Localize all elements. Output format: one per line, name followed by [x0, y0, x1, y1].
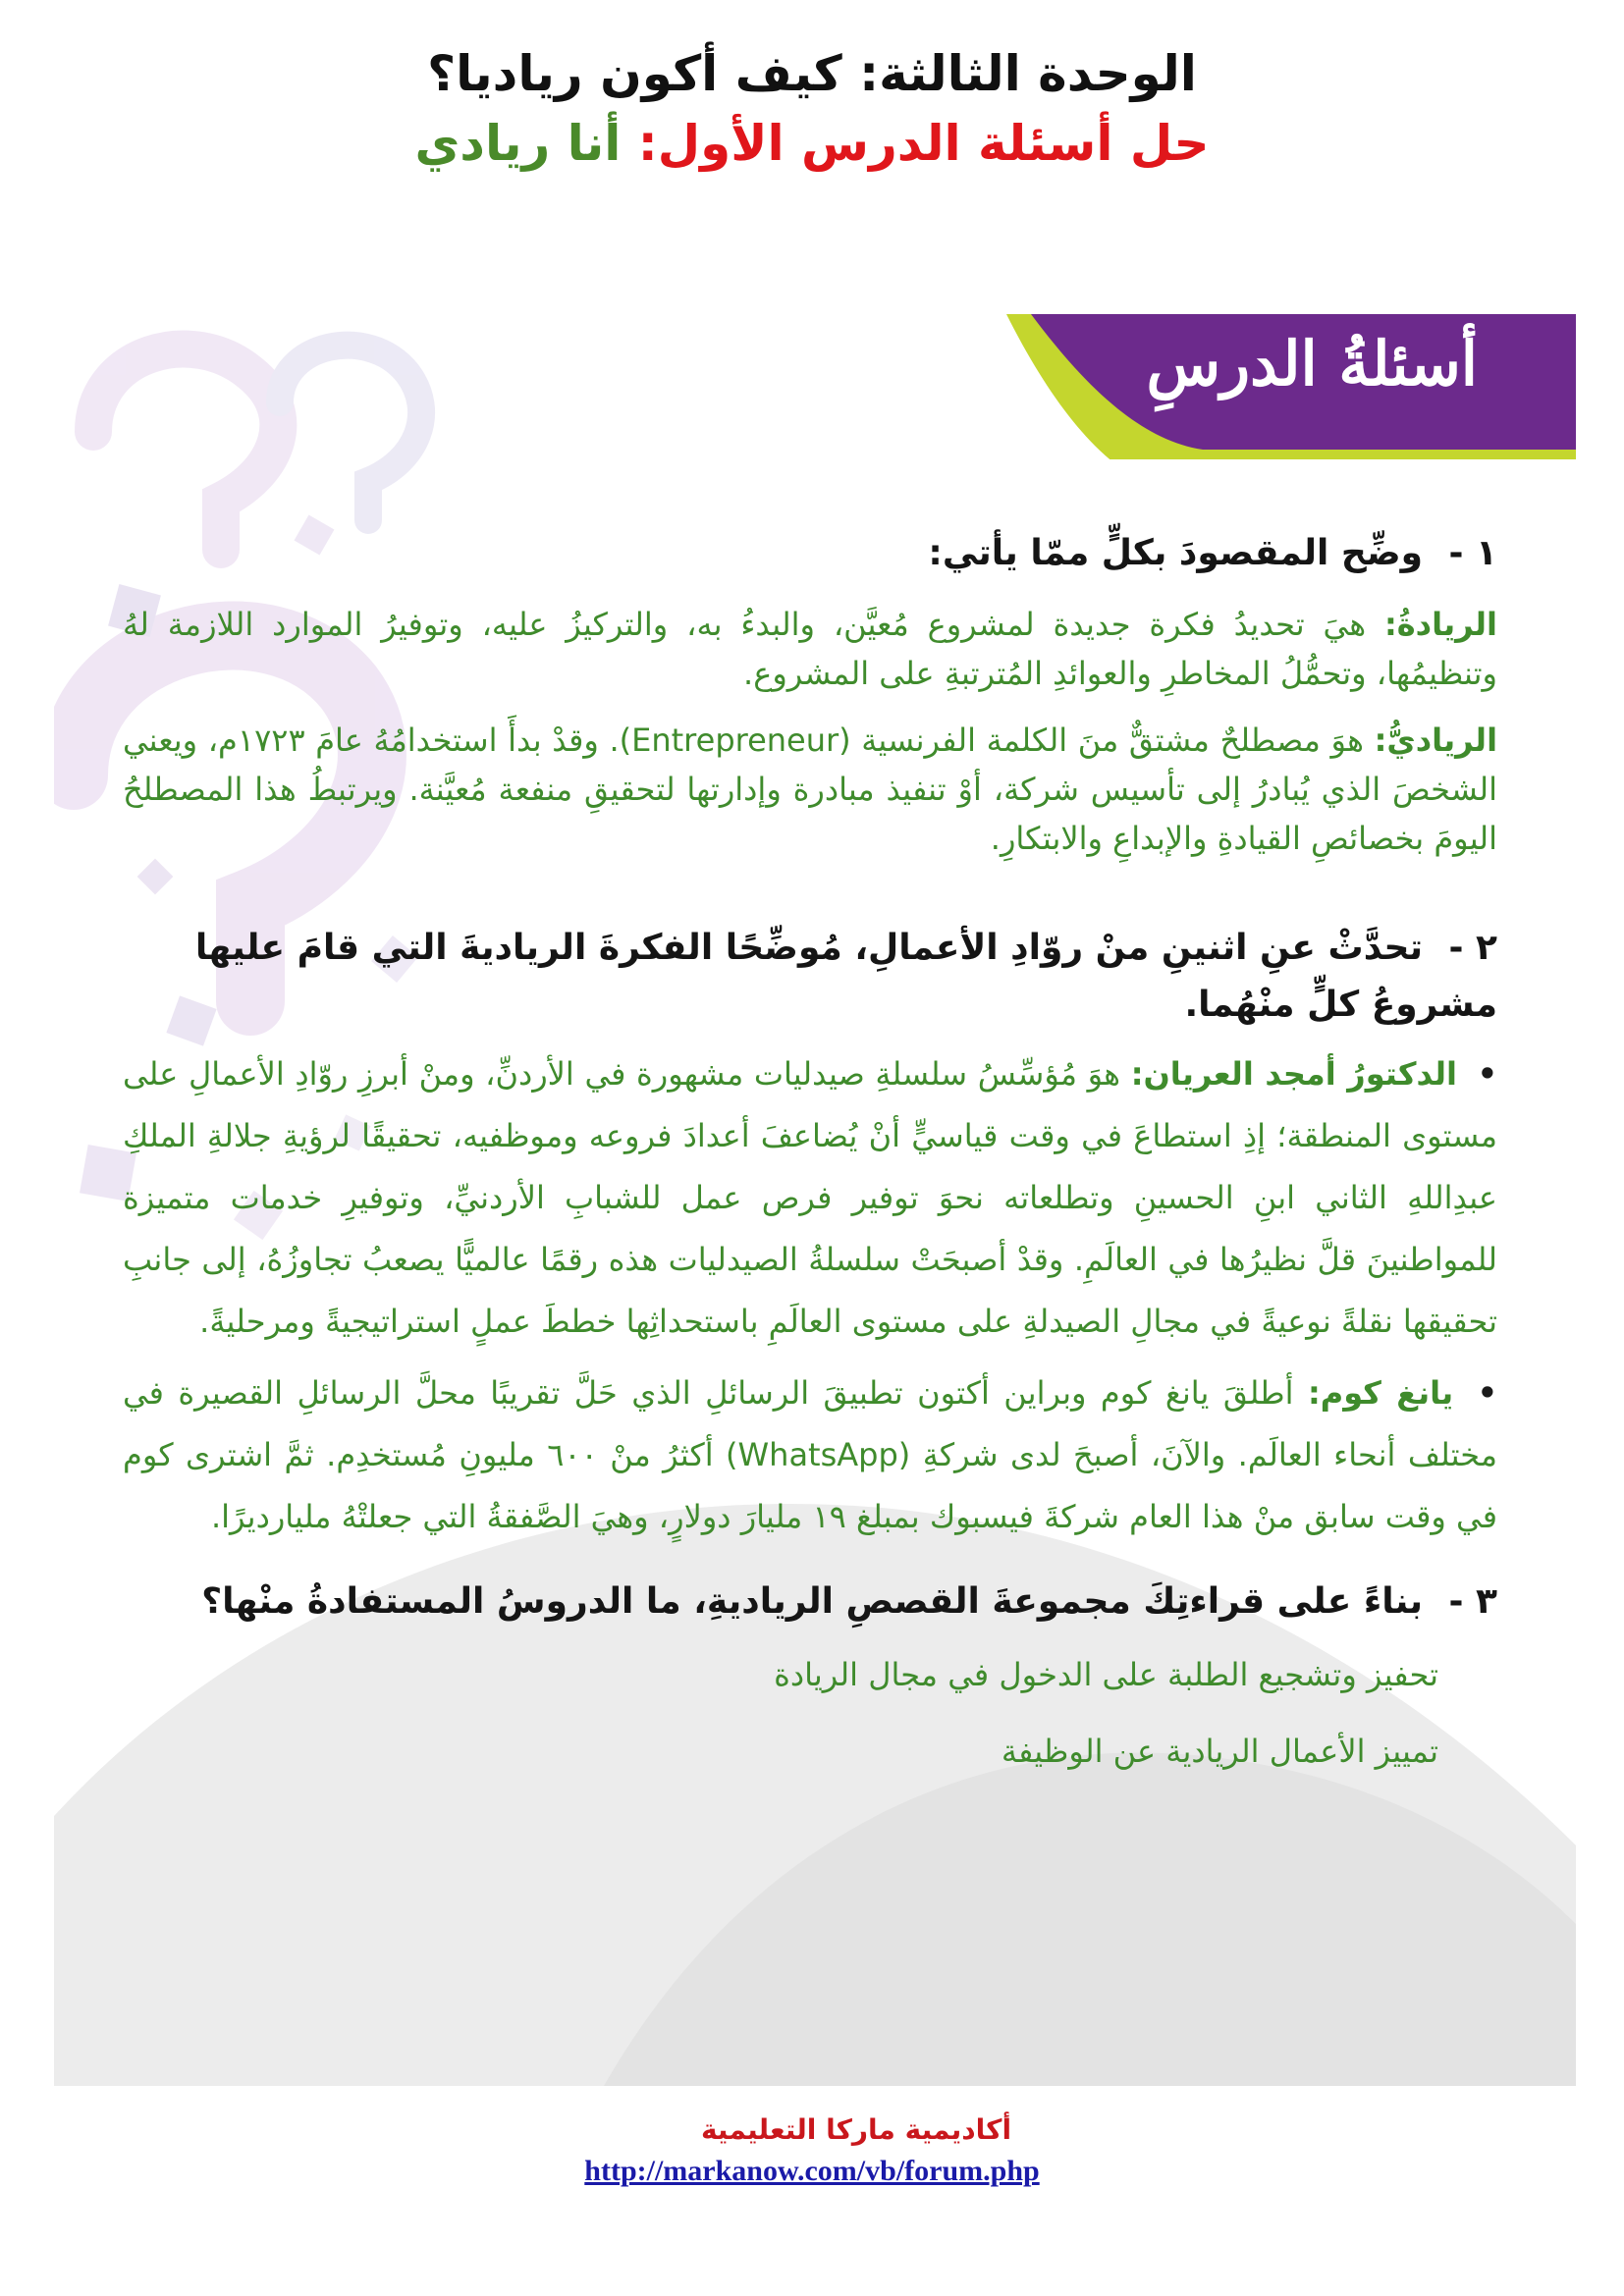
answer-entrepreneur [123, 716, 1497, 863]
lesson-name: أنا ريادي [414, 115, 622, 172]
answer-text: هوَ مُؤسِّسُ سلسلةِ صيدليات مشهورة في الأردنِّ، ومنْ أبرزِ روّادِ الأعمالِ على مستوى المنطقة؛ إذِ استطاعَ في وقت قياسيٍّ أنْ يُضاعفَ أعدادَ فروعه وموظفيه، تحقيقًا لرؤيةِ جلالةِ الملكِ عبدِاللهِ الثاني ابنِ الحسينِ وتطلعاته نحوَ توفير فرص عمل للشبابِ الأردنيِّ، وتوفيرِ خدمات متميزة للمواطنينَ قلَّ نظيرُها في العالَمِ. وقدْ أصبحَتْ سلسلةُ الصيدليات هذه رقمًا عالميًّا يصعبُ تجاوزُهُ، إلى جانبِ تحقيقها نقلةً نوعيةً في مجالِ الصيدلةِ على مستوى العالَمِ باستحداثِها خططَ عملٍ استراتيجيةً ومرحليةً. [123, 1055, 1497, 1340]
answer-lessons-learned [123, 1636, 1497, 1789]
bullet-icon: • [1477, 1374, 1498, 1412]
answer-text: هوَ مصطلحٌ مشتقٌّ منَ الكلمة الفرنسية (Entrepreneur). وقدْ بدأَ استخدامُهُ عامَ ١٧٢٣م، ويعني الشخصَ الذي يُبادرُ إلى تأسيس شركة، أوْ تنفيذ مبادرة وإدارتها لتحقيقِ منفعة مُعيَّنة. ويرتبطُ هذا المصطلحُ اليومَ بخصائصِ القيادةِ والإبداعِ والابتكارِ. [123, 721, 1497, 857]
answer-line: تحفيز وتشجيع الطلبة على الدخول في مجال الريادة [774, 1656, 1438, 1693]
answer-text: أطلقَ يانغ كوم وبراين أكتون تطبيقَ الرسائلِ الذي حَلَّ تقريبًا محلَّ الرسائلِ القصيرة في مختلف أنحاء العالَم. والآنَ، أصبحَ لدى شركةِ (WhatsApp) أكثرُ منْ ٦٠٠ مليونِ مُستخدِم. ثمَّ اشترى كوم في وقت سابق منْ هذا العام شركةَ فيسبوك بمبلغ ١٩ مليارَ دولارٍ، وهيَ الصَّفقةُ التي جعلتْهُ مليارديرًا. [123, 1374, 1498, 1535]
answer-jan-koum [123, 1362, 1497, 1548]
footer-organization: أكاديمية ماركا التعليمية [700, 2113, 1012, 2146]
question-2 [123, 920, 1497, 1034]
question-number: ١ - [1448, 533, 1497, 573]
unit-title: الوحدة الثالثة: كيف أكون رياديا؟ [427, 45, 1197, 102]
bullet-icon: • [1477, 1055, 1498, 1093]
answer-term: الدكتورُ أمجد العريان: [1130, 1055, 1457, 1093]
lesson-content [123, 525, 1497, 1789]
answer-term: يانغ كوم: [1307, 1374, 1454, 1412]
textbook-page [54, 314, 1576, 2086]
page-header [0, 39, 1624, 179]
answer-term: الرياديُّ: [1374, 721, 1498, 759]
question-3 [123, 1574, 1497, 1630]
page-footer [0, 2110, 1624, 2193]
question-text: وضِّح المقصودَ بكلٍّ ممّا يأتي: [928, 533, 1423, 573]
footer-forum-link[interactable]: http://markanow.com/vb/forum.php [584, 2155, 1040, 2187]
answer-term: الريادةُ: [1383, 606, 1498, 643]
lesson-prefix: حل أسئلة الدرس الأول: [637, 115, 1210, 172]
question-number: ٢ - [1448, 928, 1497, 968]
banner-title: أسئلةُ الدرسِ [1146, 328, 1478, 400]
question-text: بناءً على قراءتِكَ مجموعةَ القصصِ الرياديةِ، ما الدروسُ المستفادةُ منْها؟ [201, 1581, 1423, 1622]
lesson-title [0, 108, 1624, 179]
question-1 [123, 525, 1497, 582]
answer-entrepreneurship [123, 600, 1497, 698]
answer-text: هيَ تحديدُ فكرة جديدة لمشروع مُعيَّن، والبدءُ به، والتركيزُ عليه، وتوفيرُ الموارد اللازمة لهُ وتنظيمُها، وتحمُّلُ المخاطرِ والعوائدِ المُترتبةِ على المشروع. [123, 606, 1497, 692]
question-number: ٣ - [1448, 1581, 1497, 1622]
answer-line: تمييز الأعمال الريادية عن الوظيفة [1001, 1733, 1438, 1770]
answer-amjad-aryan [123, 1043, 1497, 1353]
question-text: تحدَّثْ عنِ اثنينِ منْ روّادِ الأعمالِ، مُوضِّحًا الفكرةَ الرياديةَ التي قامَ عليها مشروعُ كلٍّ منْهُما. [194, 928, 1497, 1025]
